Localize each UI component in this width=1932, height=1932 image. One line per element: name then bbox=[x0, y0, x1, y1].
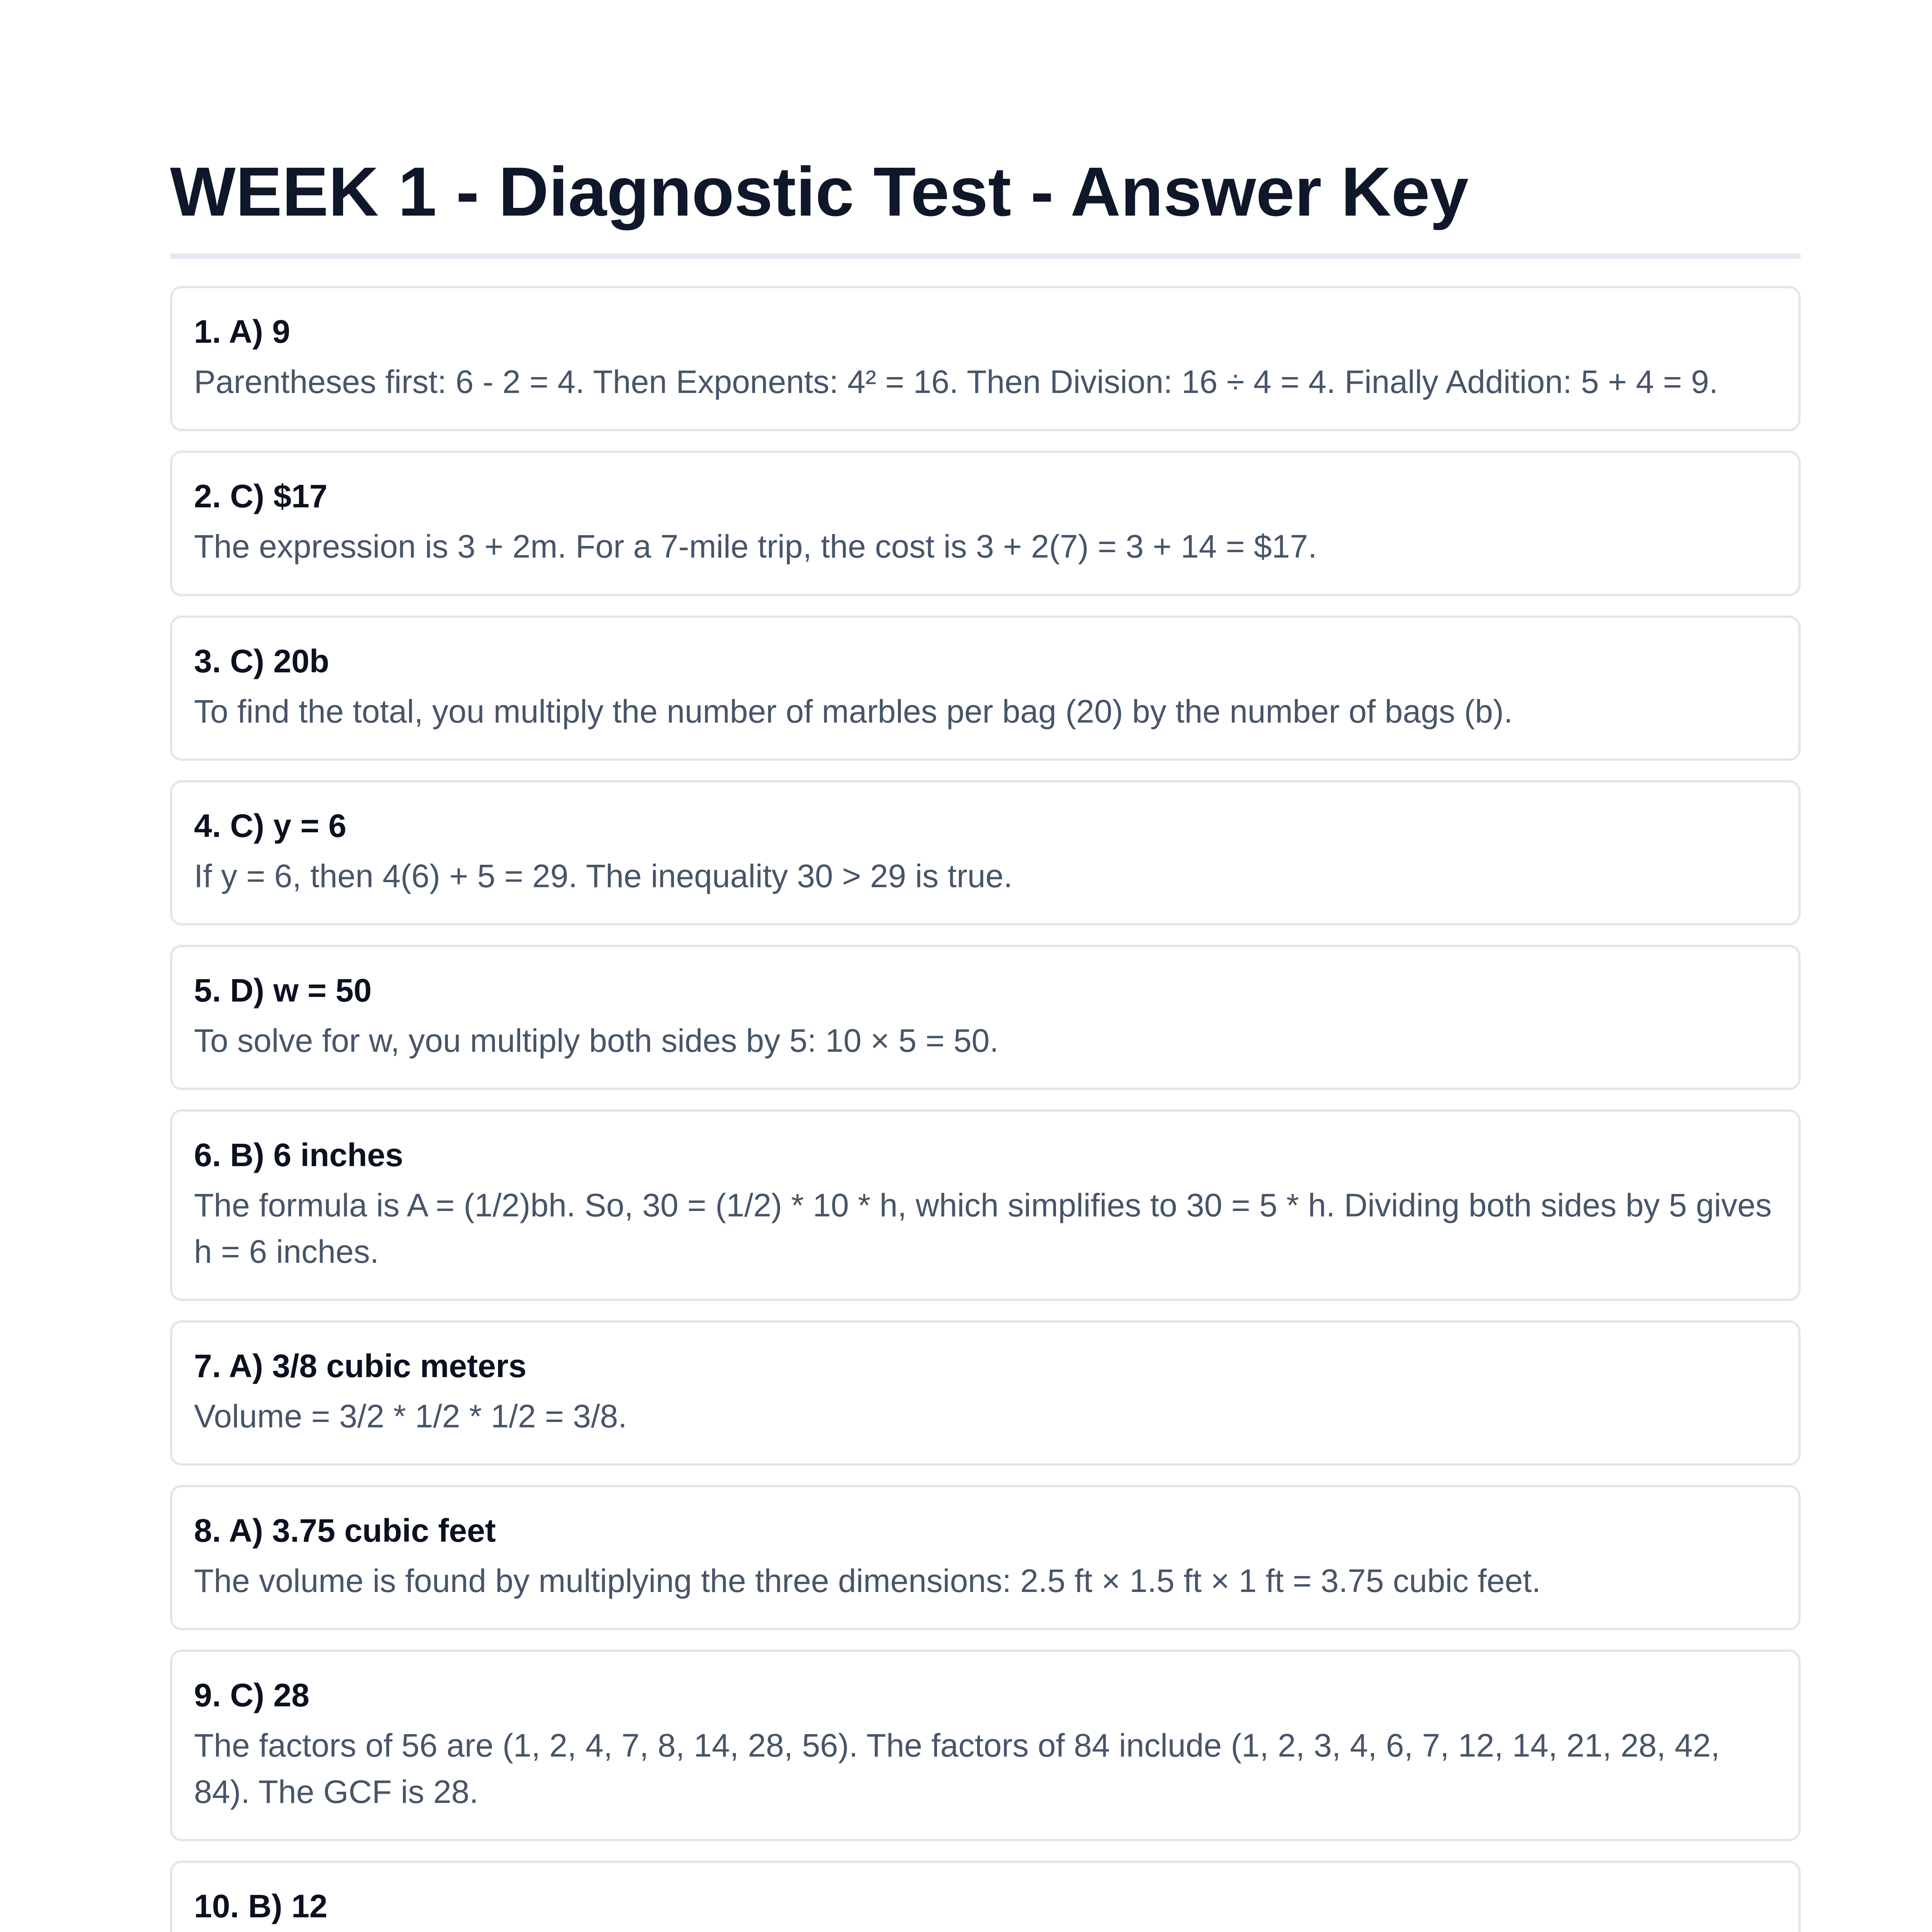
answer-heading: 7. A) 3/8 cubic meters bbox=[194, 1347, 527, 1384]
answer-list bbox=[170, 286, 1801, 1932]
answer-explanation: The volume is found by multiplying the three dimensions: 2.5 ft × 1.5 ft × 1 ft = 3.75 cubic feet. bbox=[194, 1563, 1541, 1599]
answer-explanation: The formula is A = (1/2)bh. So, 30 = (1/2) * 10 * h, which simplifies to 30 = 5 * h. Dividing both sides by 5 gives h = 6 inches. bbox=[194, 1187, 1772, 1270]
title-divider bbox=[170, 253, 1801, 259]
answer-heading: 6. B) 6 inches bbox=[194, 1137, 403, 1173]
answer-card-9 bbox=[170, 1650, 1801, 1841]
answer-explanation: The expression is 3 + 2m. For a 7-mile trip, the cost is 3 + 2(7) = 3 + 14 = $17. bbox=[194, 528, 1317, 565]
answer-heading: 3. C) 20b bbox=[194, 643, 330, 679]
answer-explanation: Parentheses first: 6 - 2 = 4. Then Exponents: 4² = 16. Then Division: 16 ÷ 4 = 4. Finally Addition: 5 + 4 = 9. bbox=[194, 364, 1718, 400]
answer-card-5 bbox=[170, 945, 1801, 1090]
answer-explanation: If y = 6, then 4(6) + 5 = 29. The inequality 30 > 29 is true. bbox=[194, 857, 1013, 894]
answer-heading: 10. B) 12 bbox=[194, 1888, 328, 1924]
answer-card-10 bbox=[170, 1861, 1801, 1932]
answer-explanation: Volume = 3/2 * 1/2 * 1/2 = 3/8. bbox=[194, 1398, 627, 1434]
answer-explanation: To solve for w, you multiply both sides by 5: 10 × 5 = 50. bbox=[194, 1022, 999, 1059]
answer-card-8 bbox=[170, 1485, 1801, 1630]
answer-card-7 bbox=[170, 1320, 1801, 1466]
answer-heading: 1. A) 9 bbox=[194, 313, 290, 350]
answer-card-2 bbox=[170, 451, 1801, 596]
answer-heading: 9. C) 28 bbox=[194, 1677, 310, 1714]
answer-heading: 5. D) w = 50 bbox=[194, 972, 372, 1009]
answer-heading: 8. A) 3.75 cubic feet bbox=[194, 1512, 496, 1549]
answer-heading: 2. C) $17 bbox=[194, 478, 328, 515]
answer-explanation: The factors of 56 are (1, 2, 4, 7, 8, 14, 28, 56). The factors of 84 include (1, 2, 3, 4, 6, 7, 12, 14, 21, 28, 42, 84). The GCF is 28. bbox=[194, 1727, 1720, 1810]
answer-card-4 bbox=[170, 780, 1801, 925]
answer-explanation: To find the total, you multiply the number of marbles per bag (20) by the number of bags (b). bbox=[194, 693, 1513, 730]
answer-card-6 bbox=[170, 1109, 1801, 1301]
answer-card-1 bbox=[170, 286, 1801, 431]
answer-heading: 4. C) y = 6 bbox=[194, 807, 347, 844]
page-title: WEEK 1 - Diagnostic Test - Answer Key bbox=[170, 153, 1469, 231]
answer-card-3 bbox=[170, 616, 1801, 761]
